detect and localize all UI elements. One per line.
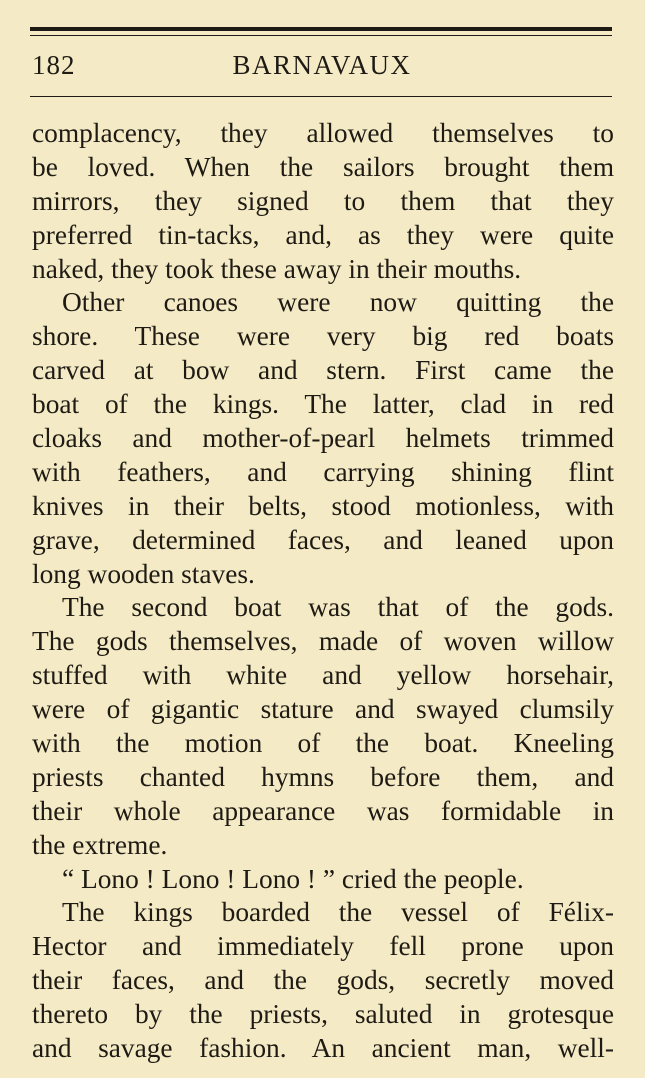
header-rule-thin [30,35,612,36]
header-underline [30,96,612,97]
text-line: thereto by the priests, saluted in grotesque [32,999,614,1030]
body-text [32,117,614,1066]
text-line: grave, determined faces, and leaned upon [32,524,614,555]
text-line: shore. These were very big red boats [32,321,614,352]
text-line: complacency, they allowed themselves to [32,118,614,148]
text-line: their faces, and the gods, secretly moved [32,965,614,996]
text-line: mirrors, they signed to them that they [32,185,614,216]
header-rule-thick [30,27,612,31]
text-line: their whole appearance was formidable in [32,795,614,826]
text-line: with the motion of the boat. Kneeling [32,728,614,759]
text-line: preferred tin-tacks, and, as they were quite [32,219,614,250]
text-line: boat of the kings. The latter, clad in red [32,389,614,420]
text-line: were of gigantic stature and swayed clumsily [32,694,614,725]
text-line: The gods themselves, made of woven willow [32,626,614,657]
text-line: the extreme. [32,829,168,860]
page-number: 182 [32,50,76,80]
text-line: and savage fashion. An ancient man, well- [32,1033,614,1064]
text-line: naked, they took these away in their mouths. [32,253,522,284]
text-line: cloaks and mother-of-pearl helmets trimmed [32,423,614,454]
text-line: be loved. When the sailors brought them [32,151,614,182]
page-header [32,50,612,90]
text-line: Other canoes were now quitting the [62,287,614,318]
text-line: priests chanted hymns before them, and [32,761,614,792]
text-line: The kings boarded the vessel of Félix- [62,897,614,928]
text-line: stuffed with white and yellow horsehair, [32,660,614,691]
text-line: carved at bow and stern. First came the [32,355,614,386]
running-title: BARNAVAUX [232,50,412,80]
text-line: The second boat was that of the gods. [62,592,614,623]
text-line: Hector and immediately fell prone upon [32,931,614,962]
text-line: “ Lono ! Lono ! Lono ! ” cried the people. [62,863,524,894]
text-line: with feathers, and carrying shining flint [32,456,614,487]
text-line: long wooden staves. [32,558,255,589]
text-line: knives in their belts, stood motionless, with [32,490,614,521]
